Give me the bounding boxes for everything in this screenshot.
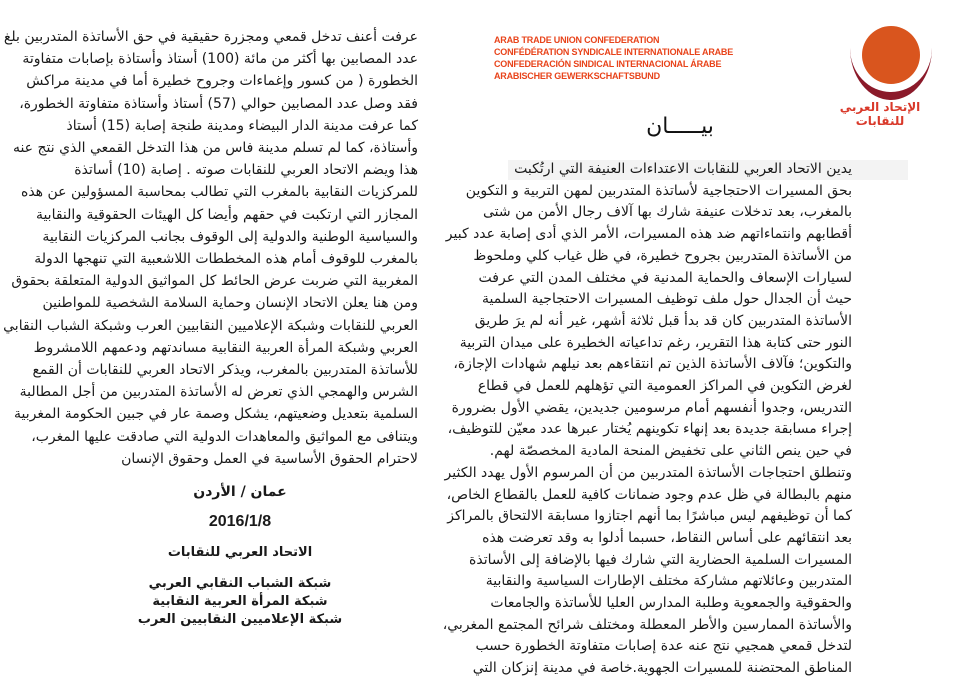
text-line: السلمية بتعديل وضعيتهم، يشكل وصمة عار في جبين الحكومة المغربية: [13, 406, 418, 423]
text-line: لتدخل قمعي همجيي نتج عنه عدة إصابات متفاوتة الخطورة حسب: [475, 638, 852, 655]
signature-date: 2016/1/8: [208, 513, 272, 530]
text-line: أقطابهم وانتماءاتهم ضد هذه المسيرات، الأمر الذي أدى إصابة عدد كبير: [445, 226, 852, 243]
text-line: بعد انتقائهم على أساس النقاط، حسبما أدلوا به وقد تعرضت هذه: [482, 529, 852, 546]
text-line: الشرس والهمجي الذي تعرض له الأساتذة المتدربين من أجل المطالبة: [19, 384, 418, 401]
org-name-de: ARABISCHER GEWERKSCHAFTSBUND: [494, 71, 660, 81]
signature-issuer: الاتحاد العربي للنقابات: [167, 545, 313, 560]
org-name-en: ARAB TRADE UNION CONFEDERATION: [494, 35, 660, 45]
emblem-name: الإتحاد العربي للنقابات: [839, 100, 921, 128]
text-line: والأساتذة الممارسين والأطر المعطلة ومختلف شرائح المجتمع المغربي،: [442, 616, 852, 633]
text-line: بحق المسيرات الاحتجاجية لأساتذة المتدربين لمهن التربية و التكوين: [465, 182, 852, 199]
org-name-fr: CONFÉDÉRATION SYNDICALE INTERNATIONALE ARABE: [494, 47, 734, 57]
text-line: المتدربين وعائلاتهم مشاركة مختلف الإطارات السياسية والنقابية: [485, 573, 852, 590]
text-line: لاحترام الحقوق الأساسية في العمل وحقوق الإنسان: [121, 450, 418, 467]
emblem-arc-icon: [850, 48, 932, 100]
text-line: وأستاذة، كما لم تسلم مدينة فاس من هذا التدخل القمعي الذي نتج عنه: [12, 140, 418, 156]
network-media: شبكة الإعلاميين النقابيين العرب: [137, 612, 343, 627]
text-line: إجراء مسابقة جديدة بعد إنهاء تكوينهم يُختار عبرها عدد معيّن للتوظيف،: [447, 421, 852, 438]
text-line: الخطورة ( من كسور وإغماءات وجروح خطيرة أما في مدينة مراكش: [26, 73, 418, 90]
text-line: ومن هنا يعلن الاتحاد الإنسان وحماية السلامة الشخصية للمواطنين: [42, 295, 418, 312]
text-line: لغرض التكوين في المراكز العمومية التي تؤهلهم للعمل في قطاع: [477, 378, 852, 394]
text-line: والحقوقية والجمعوية وطلبة المدارس العليا للأساتذة والجامعات: [490, 595, 852, 611]
text-line: بالمغرب للوقوف أمام هذه المخططات اللاشعبية التي تنهجها الدولة: [34, 251, 418, 267]
text-line: بالمغرب، بعد تدخلات عنيفة شارك بها آلاف رجال الأمن من شتى: [483, 204, 852, 221]
network-youth: شبكة الشباب النقابي العربي: [148, 576, 332, 591]
text-line: والسياسية الوطنية والدولية إلى الوقوف بجانب المركزيات النقابية: [42, 228, 418, 245]
network-women: شبكة المرأة العربية النقابية: [152, 594, 328, 609]
text-line: الأساتذة المتدربين كان قد بدأ قبل ثلاثة أشهر، غير أنه لم يرَ طريق: [474, 312, 852, 329]
text-line: وتنطلق احتجاجات الأساتذة المتدربين من أن المرسوم الأول يهدد الكثير: [444, 464, 852, 481]
text-line: النور حتى كتابة هذا التقرير، رغم تداعياته الخطيرة على ميدان التربية: [459, 334, 852, 351]
org-name-es: CONFEDERACIÓN SINDICAL INTERNACIONAL ÁRABE: [494, 59, 722, 69]
text-line: كما أن توظيفهم ليس مباشرًا بما أنهم اجتازوا مسابقة الالتحاق بالمراكز: [447, 508, 852, 525]
text-line: عرفت أعنف تدخل قمعي ومجزرة حقيقية في حق الأساتذة المتدربين بلغ: [3, 29, 418, 45]
left-column: [0, 0, 470, 689]
signature-networks: [0, 575, 480, 629]
text-line: للأساتذة المتدربين بالمغرب، ويذكر الاتحاد العربي للنقابات أن القمع: [32, 362, 418, 378]
text-line: العربي للنقابات وشبكة الإعلاميين النقابيين العرب وشبكة الشباب النقابي: [3, 317, 418, 334]
text-line: والتكوين؛ فآلاف الأساتذة الذين تم انتقاءهم بعد نيلهم شهادات الإجازة،: [453, 356, 852, 373]
document-title: بيـــــان: [646, 114, 714, 139]
text-line: المجازر التي ارتكبت في حقهم وأيضا كل الهيئات الحقوقية والنقابية: [35, 206, 418, 223]
right-column: [442, 0, 960, 689]
text-line: هذا ويضم الاتحاد العربي للنقابات صوته . إصابة (10) أساتذة: [74, 162, 418, 179]
text-line: المناطق المحتضنة للمسيرات الجهوية.خاصة في مدينة إنزكان التي: [472, 660, 852, 677]
text-line: المسيرات السلمية الحضارية التي شارك فيها بالإضافة إلى الأساتذة: [469, 551, 852, 568]
text-line: حيث أن الجدال حول ملف توظيف المسيرات الاحتجاجية السلمية: [482, 291, 852, 308]
text-line: من الأساتذة المتدربين بجروح خطيرة، في ظل غياب كلي وملحوظ: [473, 247, 852, 264]
text-line: عدد المصابين بها أكثر من مائة (100) أستاذ وأستاذة بإصابات متفاوتة: [22, 51, 418, 68]
organization-names: [494, 34, 733, 82]
text-line: فقد وصل عدد المصابين حوالي (57) أستاذ وأستاذة متفاوتة الخطورة،: [19, 95, 418, 112]
text-line: ويتنافى مع المواثيق والمعاهدات الدولية التي صادقت عليها المغرب،: [31, 428, 418, 445]
text-line: كما عرفت مدينة الدار البيضاء ومدينة طنجة إصابة (15) أستاذ: [66, 117, 418, 134]
text-line: المغربية التي ضربت عرض الحائط كل المواثيق الدولية المتعلقة بحقوق: [11, 273, 418, 290]
signature-place: عمان / الأردن: [193, 484, 287, 500]
text-line: لسيارات الإسعاف والحماية المدنية في مختلف المدن التي عرفت: [478, 269, 852, 286]
text-line: للمركزيات النقابية بالمغرب التي تطالب بمحاسبة المسؤولين عن هذه: [20, 184, 418, 201]
text-line: منهم بالبطالة في ظل عدم وجود ضمانات كافية للعمل بالقطاع الخاص،: [446, 486, 852, 503]
text-line: يدين الاتحاد العربي للنقابات الاعتداءات العنيفة التي ارتُكبت: [514, 161, 852, 177]
text-line: التدريس، وجدوا أنفسهم أمام مرسومين جديدين، يقضي الأول بضرورة: [451, 399, 852, 416]
text-line: في حين ينص الثاني على تخفيض المنحة المادية المخصصّة لهم.: [489, 443, 852, 460]
text-line: العربي وشبكة المرأة العربية النقابية مساندتهم ودعمهم اللامشروط: [33, 339, 418, 356]
